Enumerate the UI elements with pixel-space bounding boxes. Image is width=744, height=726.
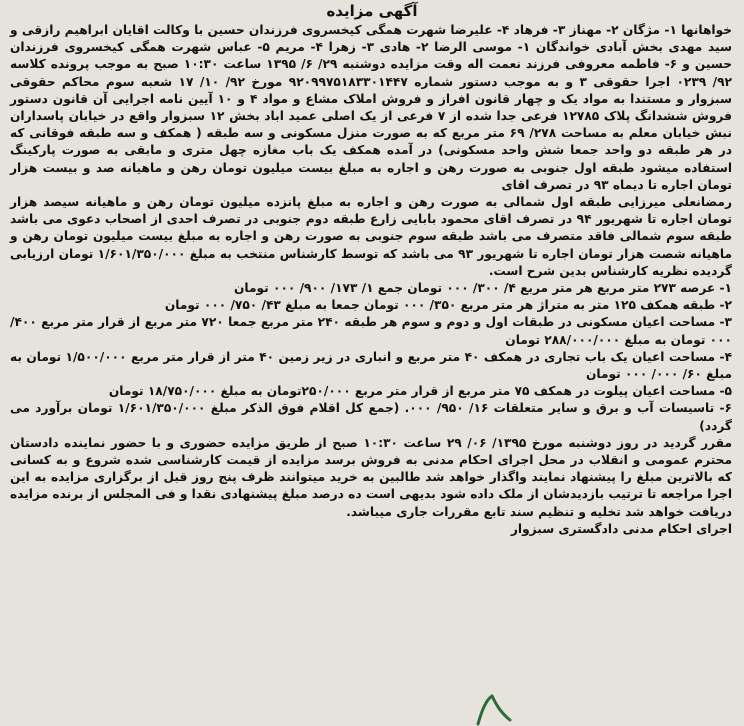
valuation-item: ۳- مساحت اعیان مسکونی در طبقات اول و دوم و سوم هر طبقه ۲۴۰ متر مربع جمعا ۷۲۰ متر مربع از قرار متر مربع ۴۰۰/ ۰۰۰ تومان به مبلغ ۲۸۸/۰۰۰/۰۰۰ تومان	[10, 315, 732, 347]
notice-signature: اجرای احکام مدنی دادگستری سبزوار	[510, 521, 732, 536]
notice-body	[10, 22, 732, 538]
notice-title: آگهی مزایده	[326, 2, 418, 20]
valuation-list	[10, 280, 732, 435]
valuation-item: ۲- طبقه همکف ۱۲۵ متر به متراژ هر متر مربع ۳۵۰/ ۰۰۰ تومان جمعا به مبلغ ۴۳/ ۷۵۰/ ۰۰۰ تومان	[164, 298, 732, 313]
handwritten-mark-icon	[470, 690, 520, 726]
valuation-item: ۵- مساحت اعیان پیلوت در همکف ۷۵ متر مربع از قرار متر مربع ۲۵۰/۰۰۰تومان به مبلغ ۱۸/۷۵۰/۰۰۰ تومان	[108, 384, 732, 399]
valuation-item: ۶- تاسیسات آب و برق و سایر متعلقات ۱۶/ ۹۵۰/ ۰۰۰. (جمع کل اقلام فوق الذکر مبلغ ۱/۶۰۱/۳۵۰/۰۰۰ تومان برآورد می گردد)	[10, 401, 732, 433]
notice-paragraph-1: خواهانها ۱- مژگان ۲- مهناز ۳- فرهاد ۴- علیرضا شهرت همگی کیخسروی فرزندان حسین با وکالت اقایان ابراهیم رازقی و سید مهدی بخش آبادی خواندگان ۱- موسی الرضا ۲- هادی ۳- زهرا ۴- مریم ۵- عباس شهرت همگی کیخسروی فرزندان حسین و ۶- فاطمه معروفی فرزند نعمت اله وقت مزایده دوشنبه ۲۹/ ۶/ ۱۳۹۵ ساعت ۱۰:۳۰ صبح به موجب پرونده کلاسه ۹۲/ ۰۲۳۹ اجرا حقوقی ۳ و به موجب دستور شماره ۹۲۰۹۹۷۵۱۸۳۳۰۱۴۴۷ مورخ ۹۲/ ۱۰/ ۱۷ شعبه سوم محاکم حقوقی سبزوار و مستندا به مواد یک و چهار قانون افراز و فروش املاک مشاع و مواد ۴ و ۱۰ آیین نامه اجرایی آن قانون دستور فروش ششدانگ پلاک ۱۲۷۸۵ فرعی جدا شده از ۷ فرعی از یک اصلی عمید اباد بخش ۱۲ سبزوار واقع در خیابان پاسداران نبش خیابان معلم به مساحت ۲۷۸/ ۶۹ متر مربع که به صورت منزل مسکونی و سه طبقه ( همکف و سه طبقه فوقانی که در هر طبقه دو واحد جمعا شش واحد مسکونی) در آمده همکف یک باب مغازه چهل متری و مابقی به صورت پارکینگ استفاده میشود طبقه اول جنوبی به صورت رهن و اجاره به مبلغ بیست میلیون تومان رهن و ماهیانه صد و بیست هزار تومان اجاره تا دیماه ۹۳ در تصرف اقای	[10, 23, 733, 192]
notice-closing: مقرر گردید در روز دوشنبه مورخ ۱۳۹۵/ ۰۶/ ۲۹ ساعت ۱۰:۳۰ صبح از طریق مزایده حضوری و با حضور نماینده دادستان محترم عمومی و انقلاب در محل اجرای احکام مدنی به فروش برسد مزایده از قیمت کارشناسی شده شروع و به کسانی که بالاترین مبلغ را پیشنهاد نمایند واگذار خواهد شد طالبین به خرید میتوانند ظرف پنج روز قبل از برگزاری مزایده به این اجرا مراجعه تا ترتیب بازدیدشان از ملک داده شود بدیهی است ده درصد مبلغ پیشنهادی نقدا و فی المجلس از برنده مزایده دریافت خواهد شد تخلیه و تنظیم سند تابع مقررات جاری میباشد.	[10, 435, 732, 519]
valuation-item: ۱- عرصه ۲۷۳ متر مربع هر متر مربع ۴/ ۳۰۰/ ۰۰۰ تومان جمع ۱/ ۱۷۳/ ۹۰۰/ ۰۰۰ تومان	[234, 281, 732, 296]
valuation-item: ۴- مساحت اعیان یک باب تجاری در همکف ۴۰ متر مربع و انباری در زیر زمین ۴۰ متر از قرار متر مربع ۱/۵۰۰/۰۰۰ تومان به مبلغ ۶۰/ ۰۰۰/ ۰۰۰ تومان	[10, 349, 733, 382]
notice-paragraph-2: رمضانعلی میرزایی طبقه اول شمالی به صورت رهن و اجاره به مبلغ پانزده میلیون تومان رهن و ماهیانه سیصد هزار تومان اجاره تا شهریور ۹۴ در تصرف اقای محمود بابایی زارع طبقه دوم جنوبی در تصرف احدی از اصحاب دعوی می باشد طبقه سوم شمالی فاقد متصرف می باشد طبقه سوم جنوبی به صورت رهن و اجاره به مبلغ بیست میلیون تومان رهن و ماهیانه شصت هزار تومان اجاره تا شهریور ۹۳ می باشد که توسط کارشناس منتخب به مبلغ ۱/۶۰۱/۳۵۰/۰۰۰ تومان ارزیابی گردیده نظریه کارشناس بدین شرح است.	[10, 195, 733, 278]
